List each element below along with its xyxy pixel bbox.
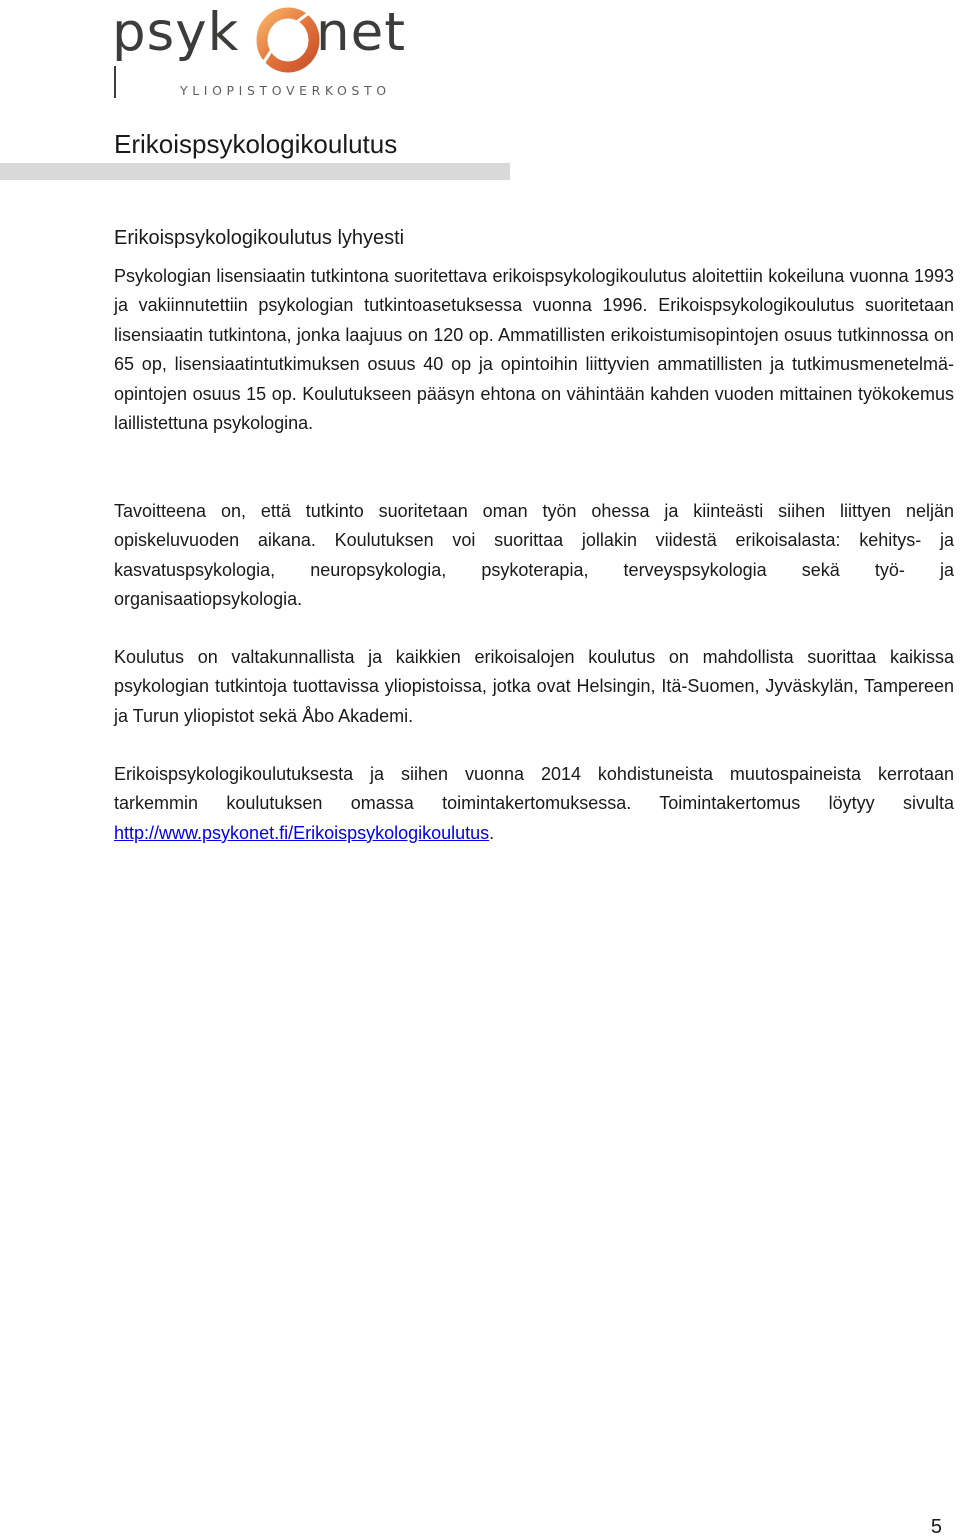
- page-title: Erikoispsykologikoulutus: [114, 129, 398, 159]
- logo-tagline: YLIOPISTOVERKOSTO: [180, 83, 391, 98]
- title-underline-bar: [0, 163, 510, 180]
- psykonet-logo: [112, 2, 412, 98]
- logo-divider: [114, 66, 116, 98]
- paragraph-intro: Psykologian lisensiaatin tutkintona suoritettava erikoispsykologikoulutus aloitettiin kokeiluna vuonna 1993 ja vakiinnutettiin psykologian tutkintoasetuksessa vuonna 1996. Erikoispsykologikoulutus suoritetaan lisensiaatin tutkintona, jonka laajuus on 120 op. Ammatillisten erikoistumisopintojen osuus tutkinnossa on 65 op, lisensiaatintutkimuksen osuus 40 op ja opintoihin liittyvien ammatillisten ja tutkimusmenetelmä-opintojen osuus 15 op. Koulutukseen pääsyn ehtona on vähintään kahden vuoden mittainen työkokemus laillistettuna psykologina.: [114, 266, 954, 434]
- page-number: 5: [930, 1516, 942, 1538]
- section-heading: Erikoispsykologikoulutus lyhyesti: [114, 227, 405, 249]
- paragraph-report-trailing: .: [489, 822, 495, 843]
- paragraph-universities: Koulutus on valtakunnallista ja kaikkien erikoisalojen koulutus on mahdollista suorittaa kaikissa psykologian tutkintoja tuottavissa yliopistoissa, jotka ovat Helsingin, Itä-Suomen, Jyväskylän, Tampereen ja Turun yliopistot sekä Åbo Akademi.: [114, 647, 954, 726]
- psykonet-link[interactable]: http://www.psykonet.fi/Erikoispsykologikoulutus: [114, 822, 490, 843]
- paragraph-goals: Tavoitteena on, että tutkinto suoritetaan oman työn ohessa ja kiinteästi siihen liittyen neljän opiskeluvuoden aikana. Koulutuksen voi suorittaa jollakin viidestä erikoisalasta: kehitys- ja kasvatuspsykologia, neuropsykologia, psykoterapia, terveyspsykologia sekä työ- ja organisaatiopsykologia.: [114, 501, 954, 610]
- logo-word-left: psyk: [112, 2, 240, 63]
- logo-word-right: net: [316, 2, 406, 63]
- logo-ring-icon: [252, 2, 324, 74]
- paragraph-report: [114, 760, 954, 848]
- paragraph-report-text: Erikoispsykologikoulutuksesta ja siihen vuonna 2014 kohdistuneista muutospaineista kerrotaan tarkemmin koulutuksen omassa toimintakertomuksessa. Toimintakertomus löytyy sivulta: [114, 764, 954, 814]
